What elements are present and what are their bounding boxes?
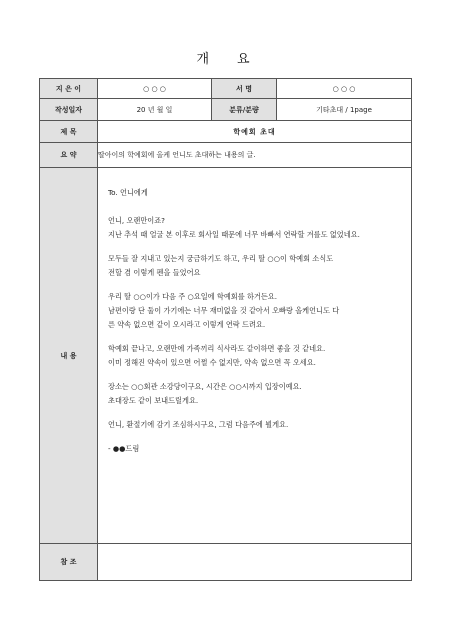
date-value[interactable]: 20 년 월 일 (98, 99, 212, 121)
row-content (40, 168, 412, 544)
row-author (40, 79, 412, 99)
letter-line: 모두들 잘 지내고 있는지 궁금하기도 하고, 우리 딸 ○○이 학예회 소식도 (108, 254, 334, 263)
letter-line: 우리 딸 ○○이가 다음 주 ○요일에 학예회를 하거든요. (108, 292, 278, 301)
letter-line: 학예회 끝나고, 오랜만에 가족끼리 식사라도 같이하면 좋을 것 같네요. (108, 344, 326, 353)
paragraph (108, 380, 401, 408)
letter-line: To. 언니에게 (108, 188, 148, 197)
letter-line: 른 약속 없으면 같이 오시라고 이렇게 연락 드려요. (108, 320, 266, 329)
signature-value[interactable]: ○ ○ ○ (277, 79, 412, 99)
summary-value[interactable]: 딸아이의 학예회에 올케 언니도 초대하는 내용의 글. (98, 143, 412, 168)
letter-signoff: - ●●드림 (108, 444, 140, 453)
row-summary (40, 143, 412, 168)
title-char-2: 요 (237, 52, 254, 67)
paragraph (108, 214, 401, 242)
signature-label: 서 명 (212, 79, 277, 99)
letter-line: 초대장도 같이 보내드릴게요. (108, 396, 199, 405)
paragraph (108, 252, 401, 280)
paragraph (108, 418, 401, 432)
letter-line: 언니, 환절기에 감기 조심하시구요, 그럼 다음주에 뵐게요. (108, 420, 289, 429)
row-date (40, 99, 412, 121)
letter-line: 언니, 오랜만이죠? (108, 216, 165, 225)
letter-line: 남편이랑 단 둘이 가기에는 너무 재미없을 것 같아서 오빠랑 올케언니도 다 (108, 306, 340, 315)
letter-line: 전할 겸 이렇게 펜을 들었어요 (108, 268, 201, 277)
content-body[interactable] (98, 168, 412, 544)
reference-value[interactable] (98, 544, 412, 581)
category-value[interactable]: 기타초대 / 1page (277, 99, 412, 121)
paragraph (108, 442, 401, 456)
letter-line: 장소는 ○○회관 소강당이구요, 시간은 ○○시까지 입장이예요. (108, 382, 302, 391)
reference-label: 참 조 (40, 544, 98, 581)
overview-form-table (39, 78, 412, 581)
author-value[interactable]: ○ ○ ○ (98, 79, 212, 99)
subject-label: 제 목 (40, 121, 98, 143)
paragraph (108, 290, 401, 332)
content-label: 내 용 (40, 168, 98, 544)
summary-label: 요 약 (40, 143, 98, 168)
letter-line: 이미 정해진 약속이 있으면 어쩔 수 없지만, 약속 없으면 꼭 오세요. (108, 358, 316, 367)
date-label: 작성일자 (40, 99, 98, 121)
category-label: 분류/분량 (212, 99, 277, 121)
subject-value[interactable]: 학예회 초대 (98, 121, 412, 143)
paragraph (108, 186, 401, 200)
title-char-1: 개 (196, 52, 213, 67)
author-label: 지 은 이 (40, 79, 98, 99)
row-reference (40, 544, 412, 581)
document-title (0, 48, 450, 67)
row-subject (40, 121, 412, 143)
paragraph (108, 342, 401, 370)
letter-line: 지난 추석 때 얼굴 본 이후로 회사일 때문에 너무 바빠서 연락할 겨를도 없었네요. (108, 230, 360, 239)
